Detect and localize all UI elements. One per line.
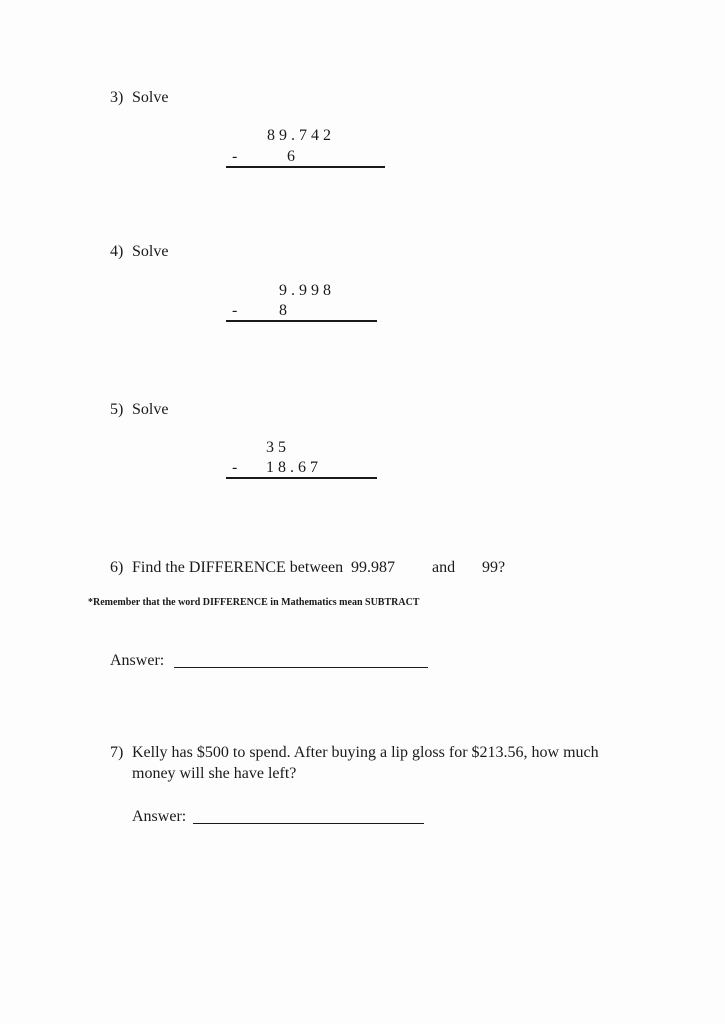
question-number: 7) [110,744,124,761]
minuend: 8 9 . 7 4 2 [267,127,331,144]
sum-line [226,166,385,168]
answer-label: Answer: [110,652,165,669]
value-b: 99? [482,559,506,576]
question-label: Solve [132,401,169,418]
minuend: 3 5 [266,439,286,456]
value-a: 99.987 [351,559,395,576]
minus-sign: - [232,148,238,165]
subtrahend: 1 8 . 6 7 [266,459,318,476]
subtrahend: 8 [279,302,287,319]
question-number: 4) [110,243,124,260]
question-number: 3) [110,89,124,106]
subtrahend: 6 [287,148,295,165]
minus-sign: - [232,302,238,319]
minuend: 9 . 9 9 8 [279,282,331,299]
answer-blank[interactable] [193,823,424,824]
question-text-line-1: Kelly has $500 to spend. After buying a lip gloss for $213.56, how much [132,744,599,761]
sum-line [226,320,377,322]
question-label: Solve [132,243,169,260]
question-number: 6) [110,559,124,576]
sum-line [226,477,377,479]
question-label: Solve [132,89,169,106]
answer-label: Answer: [132,808,187,825]
question-text: Find the DIFFERENCE between [132,559,344,576]
conjunction: and [432,559,456,576]
minus-sign: - [232,459,238,476]
question-text-line-2: money will she have left? [132,765,297,782]
answer-blank[interactable] [174,667,428,668]
question-number: 5) [110,401,124,418]
reminder-note: *Remember that the word DIFFERENCE in Mathematics mean SUBTRACT [88,597,420,608]
